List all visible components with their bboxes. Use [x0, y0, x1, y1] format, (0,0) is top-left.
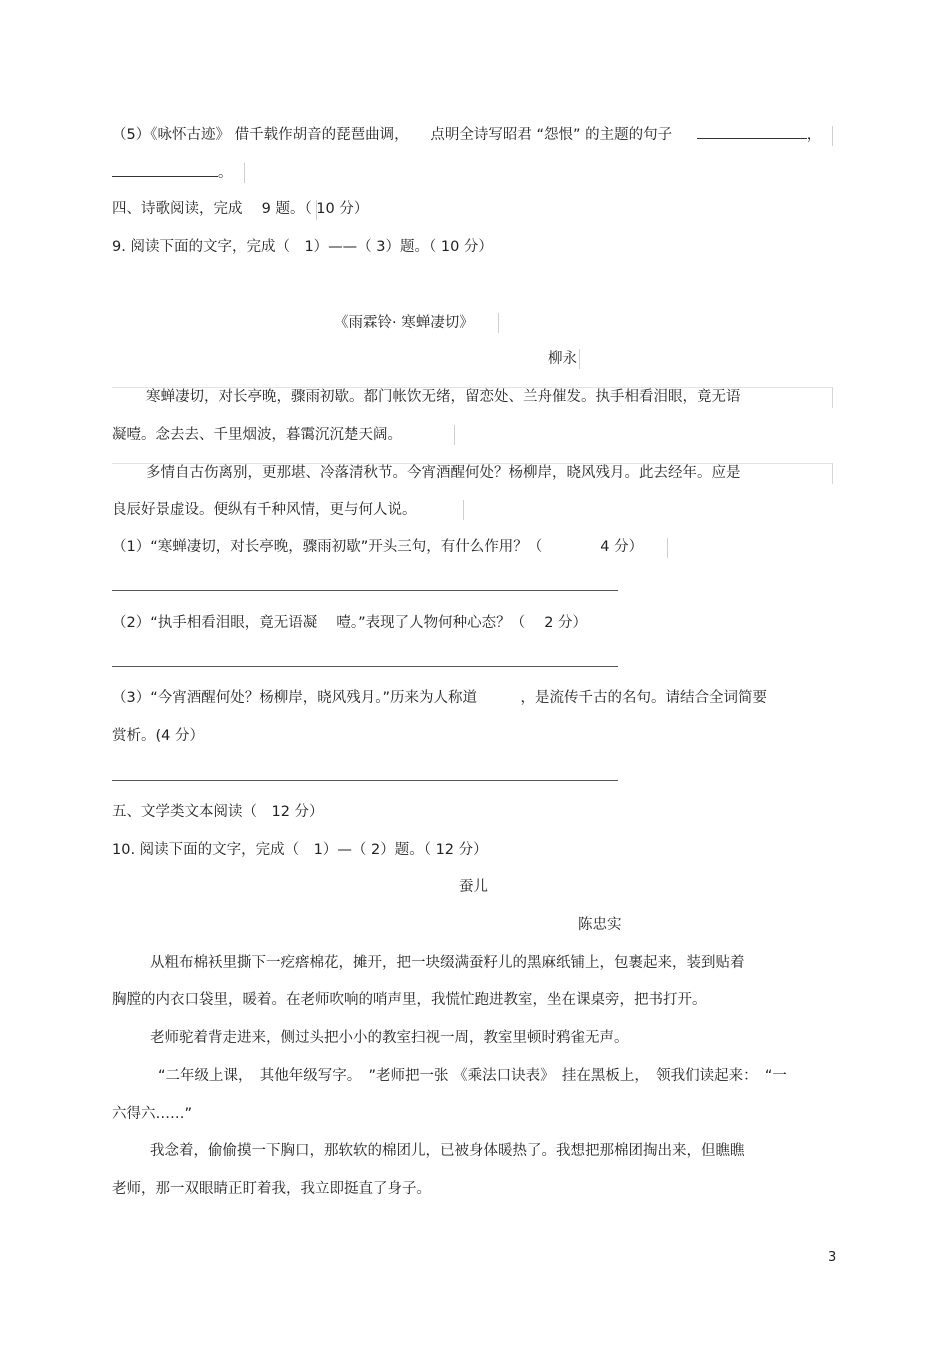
q5-answer-blank-2[interactable]: [112, 162, 218, 177]
q5-stem: （5）《咏怀古迹》 借千载作胡音的琵琶曲调， 点明全诗写昭君 “怨恨” 的主题的句子: [112, 127, 673, 143]
frame-divider: [832, 126, 833, 146]
question-9-stem: 9. 阅读下面的文字，完成（ 1）——（ 3）题。（ 10 分）: [112, 239, 493, 255]
story-line: 老师，那一双眼睛正盯着我，我立即挺直了身子。: [112, 1181, 431, 1197]
q5-answer-blank-1[interactable]: [697, 124, 807, 139]
frame-divider: [579, 349, 580, 369]
section-4-heading: 四、诗歌阅读，完成 9 题。（ 10 分）: [112, 201, 369, 217]
section-5-heading: 五、文学类文本阅读（ 12 分）: [112, 804, 324, 820]
poem-line: 寒蝉凄切，对长亭晚，骤雨初歇。都门帐饮无绪，留恋处、兰舟催发。执手相看泪眼，竟无语: [146, 389, 741, 405]
poem-line: 良辰好景虚设。便纵有千种风情，更与何人说。: [112, 502, 417, 518]
answer-line-1[interactable]: [112, 590, 618, 591]
frame-divider: [463, 500, 464, 520]
frame-divider: [454, 425, 455, 445]
frame-divider: [498, 313, 499, 333]
frame-divider: [244, 163, 245, 183]
story-line: 我念着，偷偷摸一下胸口，那软软的棉团儿，已被身体暖热了。我想把那棉团掏出来，但瞧瞧: [150, 1143, 745, 1159]
q5-comma: ，: [806, 127, 822, 143]
page-number: 3: [828, 1250, 837, 1265]
story-author: 陈忠实: [578, 917, 622, 933]
frame-divider: [667, 538, 668, 558]
q5-text-line2: [112, 162, 233, 183]
answer-line-3[interactable]: [112, 780, 618, 781]
sub-question-3-cont: 赏析。(4 分）: [112, 728, 204, 744]
answer-line-2[interactable]: [112, 666, 618, 667]
sub-question-3: （3）“今宵酒醒何处？杨柳岸，晓风残月。”历来为人称道 ，是流传千古的名句。请结合全词简要: [112, 690, 767, 706]
poem-line: 凝噎。念去去、千里烟波，暮霭沉沉楚天阔。: [112, 427, 402, 443]
story-line: 从粗布棉袄里撕下一疙瘩棉花，摊开，把一块缀满蚕籽儿的黑麻纸铺上，包裹起来，装到贴着: [150, 955, 745, 971]
poem-title: 《雨霖铃· 寒蝉凄切》: [334, 315, 474, 331]
sub-question-2: （2）“执手相看泪眼，竟无语凝 噎。”表现了人物何种心态？（ 2 分）: [112, 615, 588, 631]
question-10-stem: 10. 阅读下面的文字，完成（ 1）—（ 2）题。（ 12 分）: [112, 842, 488, 858]
q5-text: [112, 124, 821, 145]
q5-end: 。: [218, 165, 233, 181]
sub-question-1: （1）“寒蝉凄切，对长亭晚，骤雨初歇”开头三句，有什么作用？（ 4 分）: [112, 539, 644, 555]
poem-author: 柳永: [548, 351, 577, 367]
story-title: 蚕儿: [459, 879, 488, 895]
story-line: 老师驼着背走进来，侧过头把小小的教室扫视一周，教室里顿时鸦雀无声。: [150, 1030, 629, 1046]
story-line: 胸膛的内衣口袋里，暖着。在老师吹响的哨声里，我慌忙跑进教室，坐在课桌旁，把书打开。: [112, 992, 707, 1008]
story-line: “二年级上课， 其他年级写字。 ”老师把一张 《乘法口诀表》 挂在黑板上， 领我们读起来： “一: [158, 1068, 787, 1084]
poem-line: 多情自古伤离别，更那堪、冷落清秋节。今宵酒醒何处？杨柳岸，晓风残月。此去经年。应是: [146, 465, 741, 481]
story-line: 六得六……”: [112, 1106, 193, 1122]
